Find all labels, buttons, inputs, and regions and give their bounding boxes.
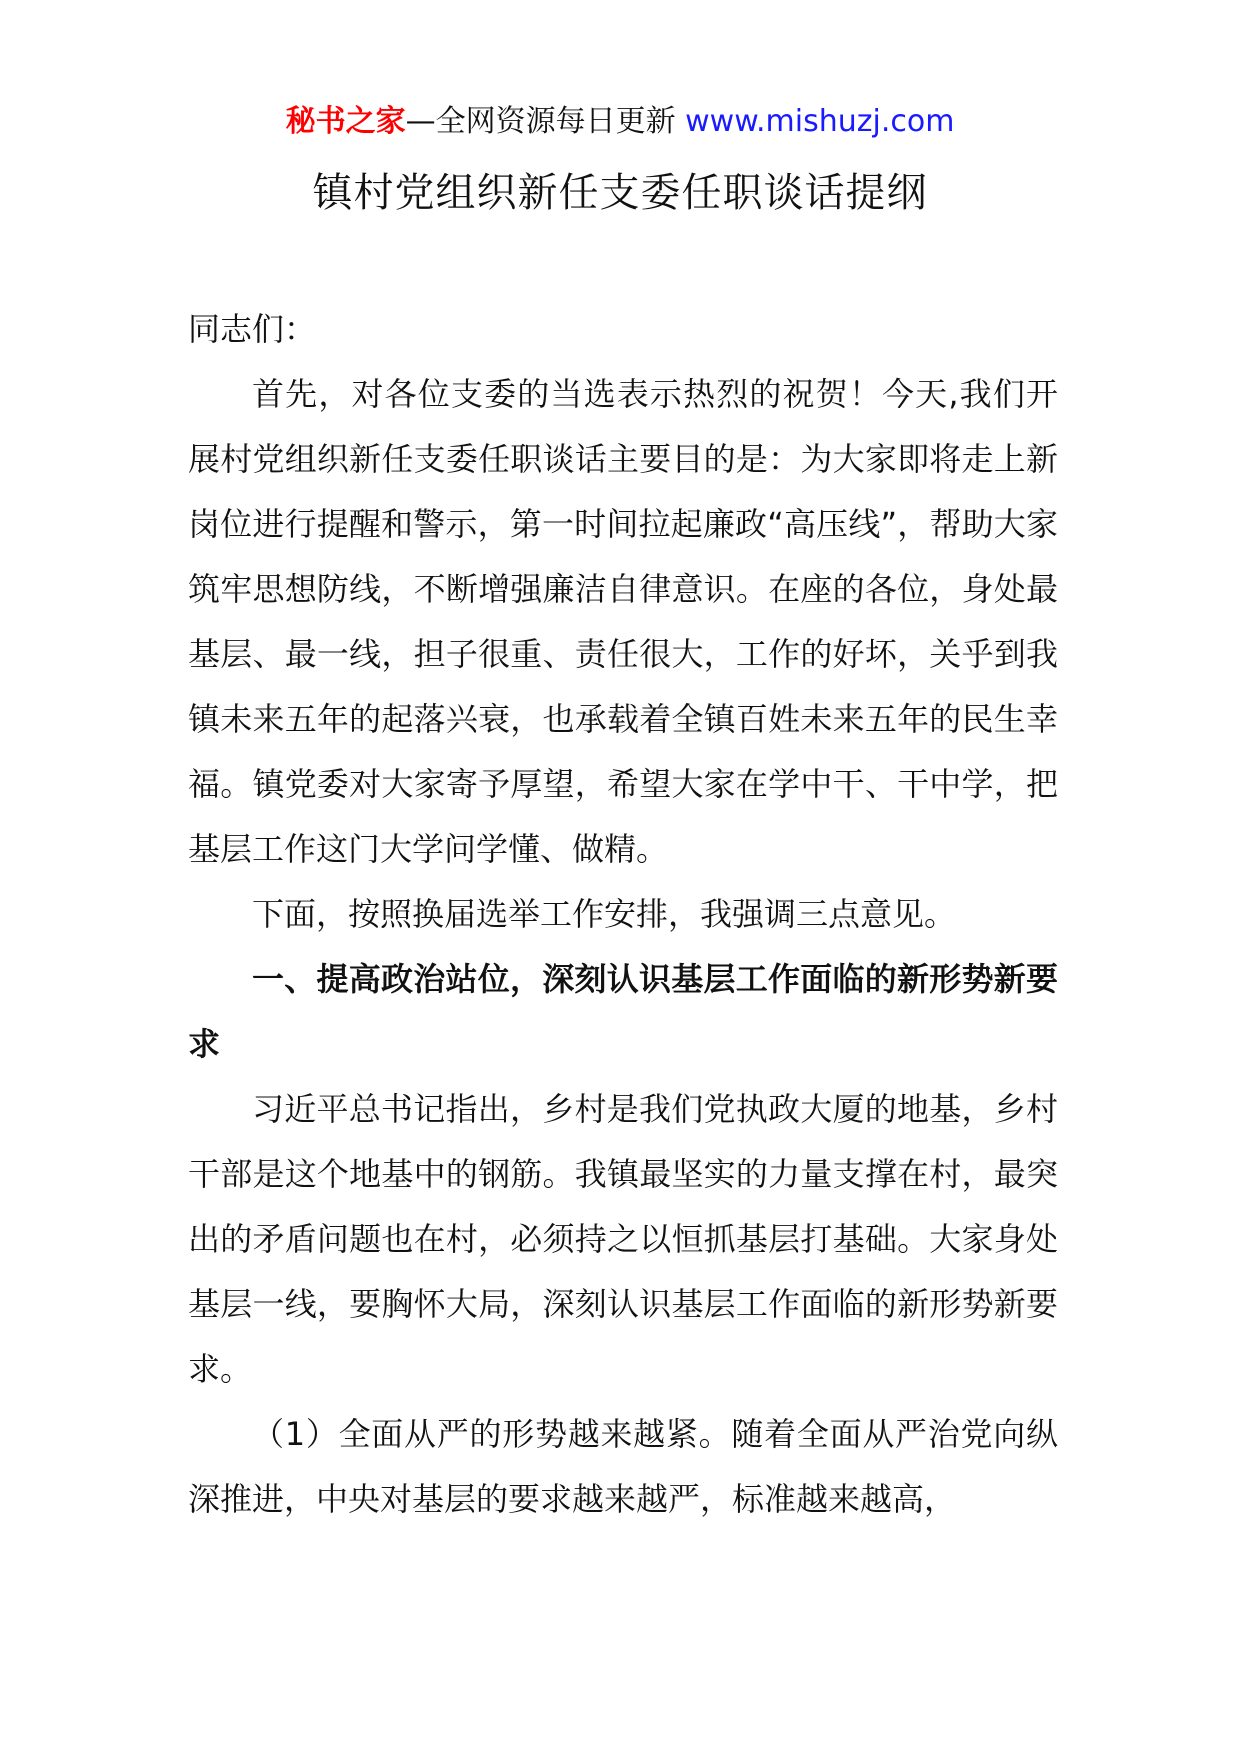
paragraph-section1-intro: 习近平总书记指出，乡村是我们党执政大厦的地基，乡村干部是这个地基中的钢筋。我镇最坚实的力量支撑在村，最突出的矛盾问题也在村，必须持之以恒抓基层打基础。大家身处基层一线，要胸怀大局，深刻认识基层工作面临的新形势新要求。 [188, 1090, 1058, 1388]
paragraph-section1-point1: （1）全面从严的形势越来越紧。随着全面从严治党向纵深推进，中央对基层的要求越来越严，标准越来越高， [188, 1415, 1058, 1518]
site-slogan: —全网资源每日更新 [405, 104, 686, 139]
paragraph-transition: 下面，按照换届选举工作安排，我强调三点意见。 [252, 895, 957, 933]
document-title: 镇村党组织新任支委任职谈话提纲 [312, 170, 928, 216]
salutation: 同志们： [188, 310, 317, 348]
document-body [188, 297, 1058, 1532]
section-heading-1: 一、提高政治站位，深刻认识基层工作面临的新形势新要求 [188, 960, 1058, 1063]
paragraph-intro: 首先，对各位支委的当选表示热烈的祝贺！今天,我们开展村党组织新任支委任职谈话主要目的是：为大家即将走上新岗位进行提醒和警示，第一时间拉起廉政“高压线”，帮助大家筑牢思想防线，不断增强廉洁自律意识。在座的各位，身处最基层、最一线，担子很重、责任很大，工作的好坏，关乎到我镇未来五年的起落兴衰，也承载着全镇百姓未来五年的民生幸福。镇党委对大家寄予厚望，希望大家在学中干、干中学，把基层工作这门大学问学懂、做精。 [188, 375, 1058, 868]
site-url-link[interactable]: www.mishuzj.com [685, 104, 955, 139]
watermark-header [0, 100, 1240, 144]
site-brand: 秘书之家 [285, 104, 406, 139]
